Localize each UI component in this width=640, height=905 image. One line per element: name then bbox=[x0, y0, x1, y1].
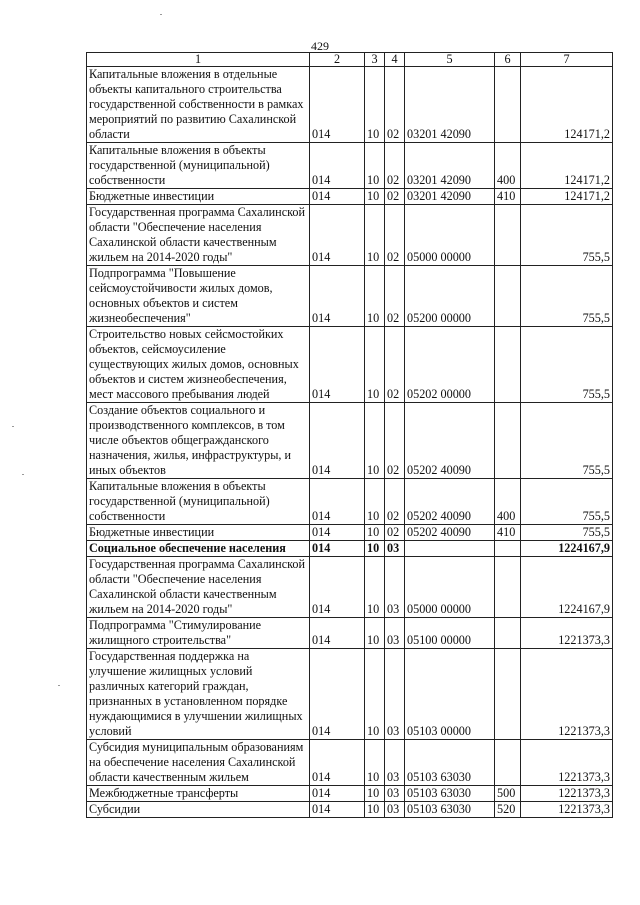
cell-name: Подпрограмма "Повышение сейсмоустойчивости жилых домов, основных объектов и систем жизнеобеспечения" bbox=[87, 266, 310, 327]
cell-subsection: 02 bbox=[385, 189, 405, 205]
cell-amount: 1221373,3 bbox=[521, 618, 613, 649]
cell-ministry: 014 bbox=[310, 541, 365, 557]
table-row bbox=[87, 205, 613, 266]
cell-code: 03201 42090 bbox=[405, 143, 495, 189]
cell-amount: 124171,2 bbox=[521, 189, 613, 205]
column-header: 2 bbox=[310, 53, 365, 67]
table-row bbox=[87, 189, 613, 205]
cell-name: Строительство новых сейсмостойких объектов, сейсмоусиление существующих жилых домов, основных объектов и систем жизнеобеспечения, мест массового пребывания людей bbox=[87, 327, 310, 403]
cell-code: 05103 63030 bbox=[405, 786, 495, 802]
table-row bbox=[87, 740, 613, 786]
cell-ministry: 014 bbox=[310, 327, 365, 403]
cell-ministry: 014 bbox=[310, 479, 365, 525]
cell-amount: 755,5 bbox=[521, 403, 613, 479]
cell-amount: 1221373,3 bbox=[521, 802, 613, 818]
cell-subsection: 03 bbox=[385, 541, 405, 557]
cell-subsection: 02 bbox=[385, 525, 405, 541]
cell-amount: 124171,2 bbox=[521, 67, 613, 143]
cell-type bbox=[495, 618, 521, 649]
cell-code: 05000 00000 bbox=[405, 205, 495, 266]
cell-subsection: 02 bbox=[385, 327, 405, 403]
cell-section: 10 bbox=[365, 205, 385, 266]
table-row bbox=[87, 67, 613, 143]
cell-type: 520 bbox=[495, 802, 521, 818]
cell-section: 10 bbox=[365, 740, 385, 786]
cell-ministry: 014 bbox=[310, 740, 365, 786]
cell-ministry: 014 bbox=[310, 189, 365, 205]
cell-ministry: 014 bbox=[310, 525, 365, 541]
column-header: 6 bbox=[495, 53, 521, 67]
cell-name: Бюджетные инвестиции bbox=[87, 525, 310, 541]
cell-section: 10 bbox=[365, 618, 385, 649]
cell-subsection: 03 bbox=[385, 649, 405, 740]
cell-section: 10 bbox=[365, 266, 385, 327]
page-number: 429 bbox=[311, 39, 329, 53]
cell-subsection: 02 bbox=[385, 479, 405, 525]
cell-code: 05202 40090 bbox=[405, 403, 495, 479]
cell-ministry: 014 bbox=[310, 205, 365, 266]
cell-amount: 755,5 bbox=[521, 525, 613, 541]
cell-code: 05200 00000 bbox=[405, 266, 495, 327]
cell-code bbox=[405, 541, 495, 557]
cell-code: 03201 42090 bbox=[405, 67, 495, 143]
cell-amount: 755,5 bbox=[521, 266, 613, 327]
table-row bbox=[87, 649, 613, 740]
cell-name: Капитальные вложения в отдельные объекты капитального строительства государственной собственности в рамках мероприятий по развитию Сахалинской области bbox=[87, 67, 310, 143]
cell-code: 05103 63030 bbox=[405, 740, 495, 786]
cell-amount: 1221373,3 bbox=[521, 649, 613, 740]
table-row bbox=[87, 327, 613, 403]
cell-code: 05103 63030 bbox=[405, 802, 495, 818]
budget-table bbox=[86, 52, 613, 818]
cell-section: 10 bbox=[365, 786, 385, 802]
cell-type bbox=[495, 205, 521, 266]
cell-code: 03201 42090 bbox=[405, 189, 495, 205]
cell-section: 10 bbox=[365, 67, 385, 143]
cell-subsection: 02 bbox=[385, 403, 405, 479]
cell-section: 10 bbox=[365, 143, 385, 189]
cell-type bbox=[495, 403, 521, 479]
cell-type bbox=[495, 557, 521, 618]
cell-type bbox=[495, 649, 521, 740]
cell-subsection: 03 bbox=[385, 557, 405, 618]
cell-code: 05202 40090 bbox=[405, 525, 495, 541]
cell-type bbox=[495, 541, 521, 557]
scan-speck bbox=[58, 685, 60, 686]
table-header-row bbox=[87, 53, 613, 67]
scan-speck bbox=[22, 474, 24, 475]
cell-code: 05000 00000 bbox=[405, 557, 495, 618]
table-row bbox=[87, 557, 613, 618]
cell-code: 05202 00000 bbox=[405, 327, 495, 403]
cell-code: 05100 00000 bbox=[405, 618, 495, 649]
cell-section: 10 bbox=[365, 403, 385, 479]
cell-name: Подпрограмма "Стимулирование жилищного строительства" bbox=[87, 618, 310, 649]
cell-code: 05202 40090 bbox=[405, 479, 495, 525]
cell-section: 10 bbox=[365, 327, 385, 403]
table-row bbox=[87, 143, 613, 189]
cell-name: Субсидии bbox=[87, 802, 310, 818]
cell-name: Субсидия муниципальным образованиям на обеспечение населения Сахалинской области качественным жильем bbox=[87, 740, 310, 786]
cell-amount: 1224167,9 bbox=[521, 541, 613, 557]
scan-speck bbox=[160, 14, 162, 15]
cell-subsection: 03 bbox=[385, 618, 405, 649]
cell-subsection: 03 bbox=[385, 802, 405, 818]
table-row bbox=[87, 525, 613, 541]
cell-section: 10 bbox=[365, 802, 385, 818]
cell-type: 410 bbox=[495, 525, 521, 541]
cell-section: 10 bbox=[365, 649, 385, 740]
cell-amount: 1224167,9 bbox=[521, 557, 613, 618]
table-row bbox=[87, 266, 613, 327]
cell-code: 05103 00000 bbox=[405, 649, 495, 740]
cell-name: Социальное обеспечение населения bbox=[87, 541, 310, 557]
cell-type bbox=[495, 740, 521, 786]
cell-amount: 755,5 bbox=[521, 327, 613, 403]
cell-type bbox=[495, 327, 521, 403]
cell-name: Государственная поддержка на улучшение жилищных условий различных категорий граждан, признанных в установленном порядке нуждающимися в улучшении жилищных условий bbox=[87, 649, 310, 740]
cell-subsection: 03 bbox=[385, 740, 405, 786]
scan-speck bbox=[12, 426, 14, 427]
cell-type: 500 bbox=[495, 786, 521, 802]
cell-type: 400 bbox=[495, 143, 521, 189]
cell-ministry: 014 bbox=[310, 403, 365, 479]
column-header: 5 bbox=[405, 53, 495, 67]
table-row bbox=[87, 802, 613, 818]
cell-ministry: 014 bbox=[310, 649, 365, 740]
cell-ministry: 014 bbox=[310, 786, 365, 802]
cell-ministry: 014 bbox=[310, 557, 365, 618]
cell-amount: 1221373,3 bbox=[521, 740, 613, 786]
cell-ministry: 014 bbox=[310, 266, 365, 327]
cell-name: Капитальные вложения в объекты государственной (муниципальной) собственности bbox=[87, 479, 310, 525]
cell-type bbox=[495, 266, 521, 327]
cell-name: Государственная программа Сахалинской области "Обеспечение населения Сахалинской области качественным жильем на 2014-2020 годы" bbox=[87, 205, 310, 266]
cell-subsection: 02 bbox=[385, 205, 405, 266]
table-row bbox=[87, 786, 613, 802]
cell-amount: 755,5 bbox=[521, 479, 613, 525]
column-header: 3 bbox=[365, 53, 385, 67]
cell-ministry: 014 bbox=[310, 67, 365, 143]
cell-section: 10 bbox=[365, 525, 385, 541]
cell-ministry: 014 bbox=[310, 143, 365, 189]
cell-section: 10 bbox=[365, 479, 385, 525]
column-header: 7 bbox=[521, 53, 613, 67]
cell-name: Создание объектов социального и производственного комплексов, в том числе объектов общегражданского назначения, жилья, инфраструктуры, и иных объектов bbox=[87, 403, 310, 479]
table-row bbox=[87, 403, 613, 479]
cell-name: Капитальные вложения в объекты государственной (муниципальной) собственности bbox=[87, 143, 310, 189]
table-row bbox=[87, 618, 613, 649]
cell-amount: 124171,2 bbox=[521, 143, 613, 189]
cell-ministry: 014 bbox=[310, 802, 365, 818]
cell-type: 400 bbox=[495, 479, 521, 525]
cell-subsection: 02 bbox=[385, 67, 405, 143]
cell-ministry: 014 bbox=[310, 618, 365, 649]
table-row bbox=[87, 541, 613, 557]
cell-section: 10 bbox=[365, 557, 385, 618]
column-header: 1 bbox=[87, 53, 310, 67]
cell-section: 10 bbox=[365, 189, 385, 205]
cell-section: 10 bbox=[365, 541, 385, 557]
cell-type: 410 bbox=[495, 189, 521, 205]
table-row bbox=[87, 479, 613, 525]
cell-name: Государственная программа Сахалинской области "Обеспечение населения Сахалинской области качественным жильем на 2014-2020 годы" bbox=[87, 557, 310, 618]
column-header: 4 bbox=[385, 53, 405, 67]
cell-name: Межбюджетные трансферты bbox=[87, 786, 310, 802]
cell-type bbox=[495, 67, 521, 143]
cell-name: Бюджетные инвестиции bbox=[87, 189, 310, 205]
cell-subsection: 03 bbox=[385, 786, 405, 802]
cell-subsection: 02 bbox=[385, 266, 405, 327]
cell-amount: 755,5 bbox=[521, 205, 613, 266]
cell-amount: 1221373,3 bbox=[521, 786, 613, 802]
cell-subsection: 02 bbox=[385, 143, 405, 189]
